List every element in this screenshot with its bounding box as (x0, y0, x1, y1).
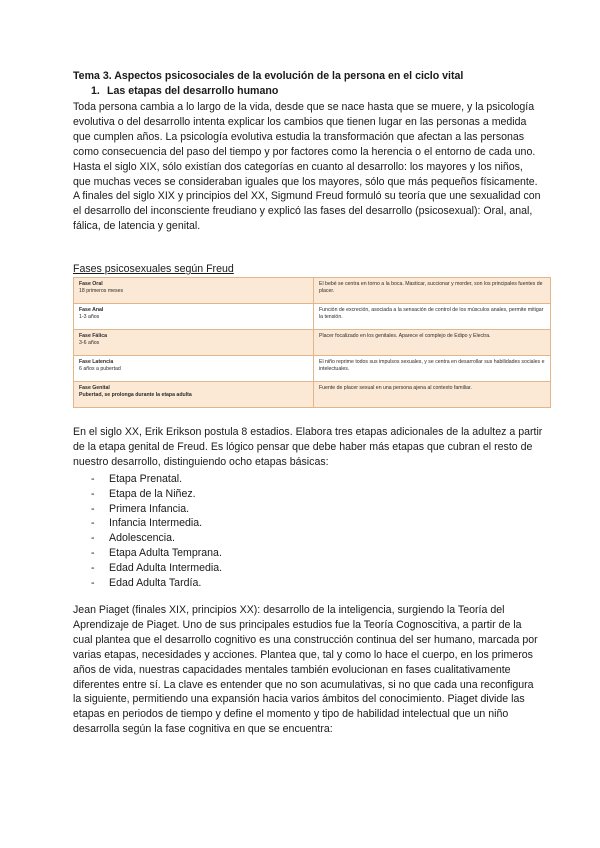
stage-label: Etapa Adulta Temprana. (109, 546, 222, 559)
phase-age: 1-3 años (79, 314, 100, 320)
stage-label: Etapa de la Niñez. (109, 487, 196, 500)
list-marker: - (91, 576, 95, 589)
list-item (91, 561, 222, 576)
table-row (74, 304, 551, 330)
stage-label: Edad Adulta Tardía. (109, 576, 202, 589)
phase-age: 18 primeros meses (79, 288, 124, 294)
table-row (74, 356, 551, 382)
phase-cell (74, 304, 314, 330)
phase-name: Fase Anal (79, 307, 104, 313)
phase-name: Fase Fálica (79, 333, 107, 339)
phase-cell (74, 330, 314, 356)
erikson-stage-list (91, 472, 222, 590)
phase-age: 3-6 años (79, 340, 100, 346)
phase-description: Fuente de placer sexual en una persona ajena al contexto familiar. (314, 382, 551, 408)
list-item (91, 502, 222, 517)
phase-name: Fase Genital (79, 385, 110, 391)
list-marker: - (91, 487, 95, 500)
stage-label: Etapa Prenatal. (109, 473, 183, 485)
table-row (74, 382, 551, 408)
table-title: Fases psicosexuales según Freud (73, 263, 234, 275)
phase-cell (74, 278, 314, 304)
phase-age: Pubertad, se prolonga durante la etapa adulta (79, 392, 192, 398)
intro-paragraph: Toda persona cambia a lo largo de la vida, desde que se nace hasta que se muere, y la psicología evolutiva o del desarrollo intenta explicar los cambios que tienen lugar en las personas a medida que cumplen años. La psicología evolutiva estudia la transformación que afectan a las personas como consecuencia del paso del tiempo y por factores como la herencia o el entorno de cada uno. Hasta el siglo XIX, sólo existían dos categorías en cuanto al desarrollo: los mayores y los niños, que muchas veces se consideraban iguales que los mayores, sólo que más pequeños físicamente. A finales del siglo XIX y principios del XX, Sigmund Freud formuló su teoría que une sexualidad con el desarrollo del inconsciente freudiano y explicó las fases del desarrollo (psicosexual): Oral, anal, fálica, de latencia y genital. (73, 101, 541, 233)
phase-age: 6 años a pubertad (79, 366, 121, 372)
list-item (91, 576, 222, 591)
list-item (91, 472, 222, 487)
list-marker: - (91, 546, 95, 559)
piaget-paragraph: Jean Piaget (finales XIX, principios XX): desarrollo de la inteligencia, surgiendo la Teoría del Aprendizaje de Piaget. Uno de sus principales estudios fue la Teoría Cognoscitiva, a partir de la cual plantea que el desarrollo cognitivo es una construcción continua del ser humano, marcada por varias etapas, necesidades y acciones. Plantea que, tal y como lo hace el cuerpo, en los primeros años de vida, nuestras capacidades mentales también evolucionan en fases cualitativamente diferentes entre sí. La clave es entender que no son acumulativas, si no que cada una reconfigura la siguiente, permitiendo una expansión hacia varios ámbitos del conocimiento. Piaget divide las etapas en periodos de tiempo y define el momento y tipo de habilidad intelectual que un niño desarrolla según la fase cognitiva en que se encuentra: (73, 604, 538, 736)
list-item (91, 531, 222, 546)
list-marker: - (91, 517, 95, 530)
phase-description: Función de excreción, asociada a la sensación de control de los músculos anales, permite mitigar la tensión. (314, 304, 551, 330)
stage-label: Edad Adulta Intermedia. (109, 561, 223, 574)
section-label: Las etapas del desarrollo humano (107, 85, 279, 97)
stage-label: Primera Infancia. (109, 502, 190, 515)
list-marker: - (91, 502, 95, 515)
phase-cell (74, 356, 314, 382)
psychosexual-phases-table (73, 277, 551, 408)
phase-name: Fase Latencia (79, 359, 114, 365)
list-item (91, 546, 222, 561)
table-row (74, 278, 551, 304)
phase-description: El bebé se centra en torno a la boca. Masticar, succionar y morder, son los principales fuentes de placer. (314, 278, 551, 304)
list-marker: - (91, 532, 95, 545)
list-marker: - (91, 561, 95, 574)
list-item (91, 487, 222, 502)
phase-name: Fase Oral (79, 281, 103, 287)
section-number: 1. (91, 85, 100, 97)
erikson-paragraph: En el siglo XX, Erik Erikson postula 8 estadios. Elabora tres etapas adicionales de la adultez a partir de la etapa genital de Freud. Es lógico pensar que debe haber más etapas que cubran el resto de nuestro desarrollo, distinguiendo ocho etapas básicas: (73, 426, 543, 468)
phase-description: El niño reprime todos sus impulsos sexuales, y se centra en desarrollar sus habilidades sociales e intelectuales. (314, 356, 551, 382)
section-heading (91, 84, 278, 98)
table-row (74, 330, 551, 356)
document-title: Tema 3. Aspectos psicosociales de la evolución de la persona en el ciclo vital (73, 70, 464, 82)
phase-description: Placer focalizado en los genitales. Aparece el complejo de Edipo y Electra. (314, 330, 551, 356)
list-item (91, 516, 222, 531)
stage-label: Adolescencia. (109, 532, 175, 545)
list-marker: - (91, 473, 95, 485)
phase-cell (74, 382, 314, 408)
stage-label: Infancia Intermedia. (109, 517, 203, 530)
